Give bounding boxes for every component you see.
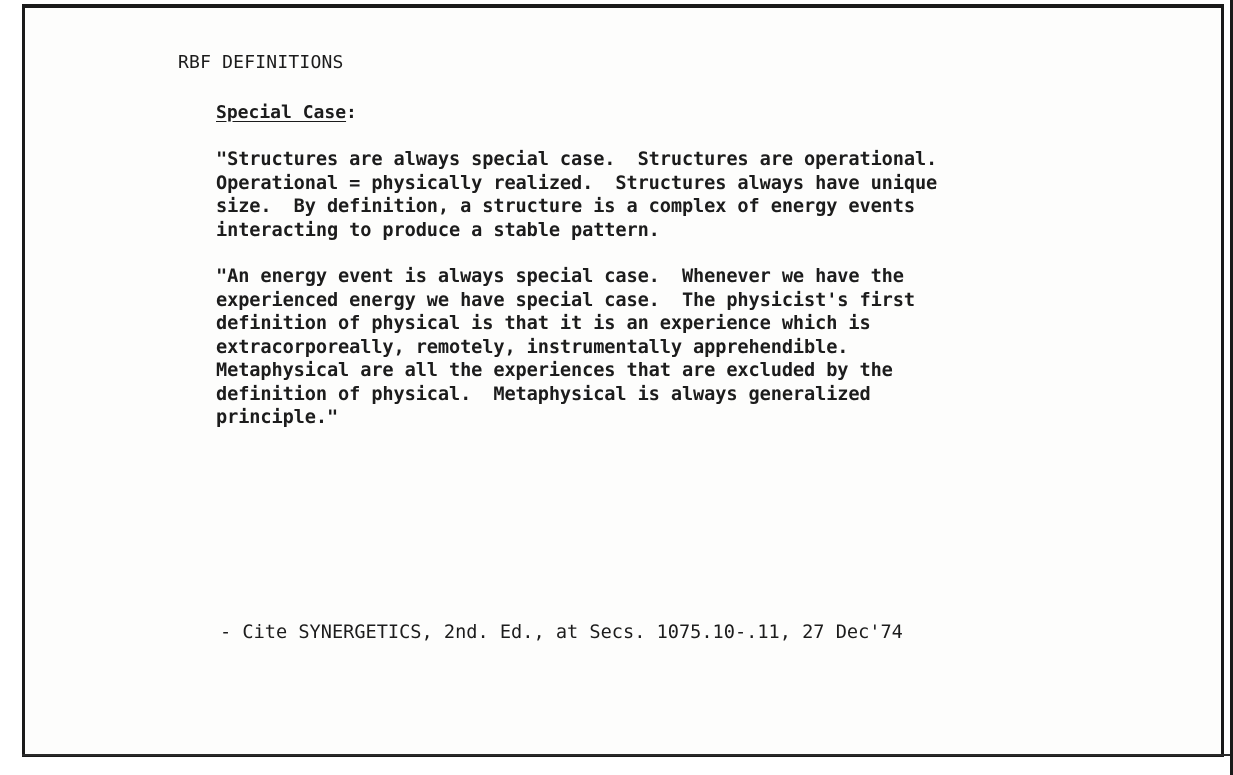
definition-paragraph-1: "Structures are always special case. Structures are operational. Operational = physically realized. Structures always have unique size. By definition, a structure is a complex of energy events interacting to produce a stable pattern. bbox=[216, 149, 938, 241]
citation: - Cite SYNERGETICS, 2nd. Ed., at Secs. 1075.10-.11, 27 Dec'74 bbox=[220, 622, 903, 643]
card-header: RBF DEFINITIONS bbox=[178, 52, 344, 73]
definition-paragraph-2: "An energy event is always special case. Whenever we have the experienced energy we have special case. The physicist's first definition of physical is that it is an experience which is extracorporeally, remotely, instrumentally apprehendible. Metaphysical are all the experiences that are excluded by the definition of physical. Metaphysical is always generalized principle." bbox=[216, 266, 915, 428]
term-colon: : bbox=[346, 102, 357, 123]
bottom-rule bbox=[22, 754, 1233, 756]
term-title: Special Case bbox=[216, 102, 347, 123]
term-heading bbox=[216, 102, 357, 123]
